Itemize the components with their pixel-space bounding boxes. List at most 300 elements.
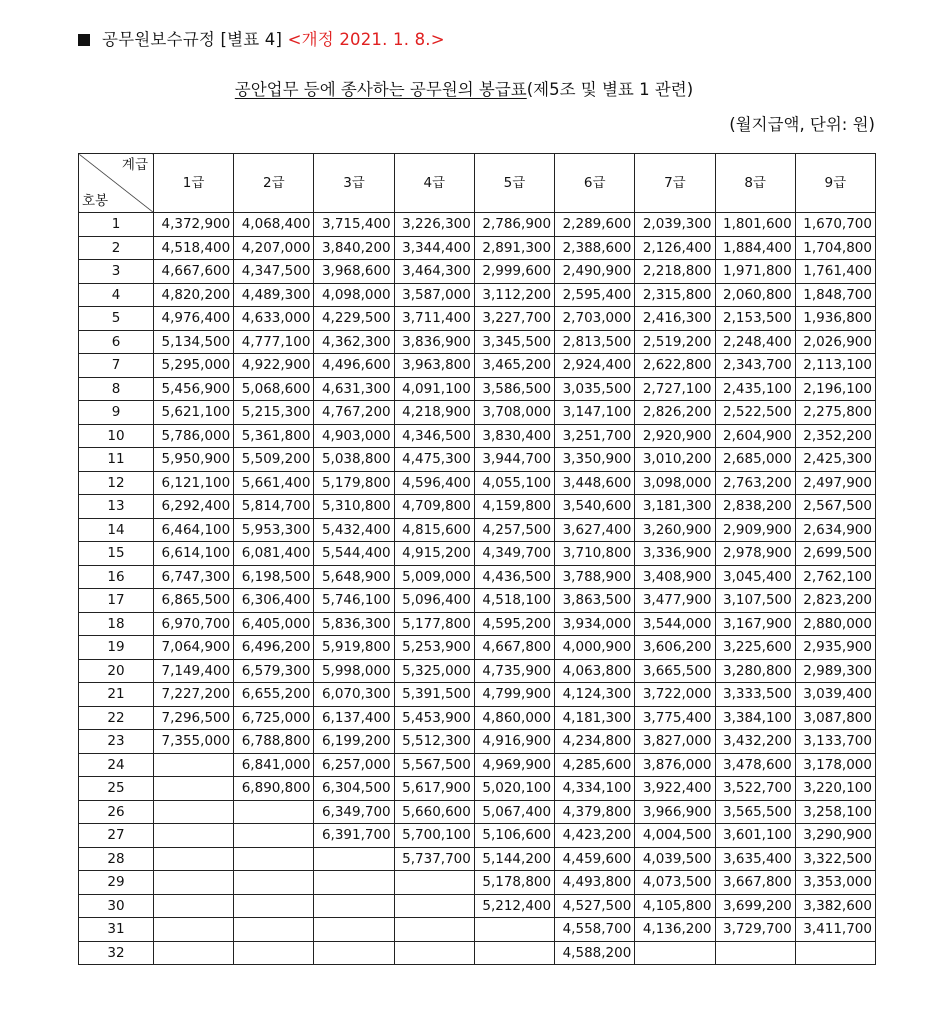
salary-cell: 3,382,600: [795, 894, 875, 918]
salary-cell: [314, 871, 394, 895]
salary-cell: 2,567,500: [795, 495, 875, 519]
salary-cell: 3,225,600: [715, 636, 795, 660]
salary-cell: 6,970,700: [154, 612, 234, 636]
salary-cell: 3,133,700: [795, 730, 875, 754]
salary-cell: [394, 918, 474, 942]
salary-cell: 3,699,200: [715, 894, 795, 918]
salary-cell: 2,289,600: [555, 213, 635, 237]
salary-cell: 3,963,800: [394, 354, 474, 378]
table-row: [79, 283, 876, 307]
salary-cell: 2,823,200: [795, 589, 875, 613]
salary-cell: 3,708,000: [474, 401, 554, 425]
salary-cell: 2,762,100: [795, 565, 875, 589]
salary-cell: 5,661,400: [234, 471, 314, 495]
salary-cell: 5,786,000: [154, 424, 234, 448]
salary-cell: 3,112,200: [474, 283, 554, 307]
table-row: [79, 565, 876, 589]
salary-cell: 4,091,100: [394, 377, 474, 401]
step-cell: 17: [79, 589, 154, 613]
salary-cell: 6,199,200: [314, 730, 394, 754]
salary-cell: 3,729,700: [715, 918, 795, 942]
salary-cell: 6,725,000: [234, 706, 314, 730]
square-bullet-icon: [78, 34, 90, 46]
salary-cell: 2,026,900: [795, 330, 875, 354]
salary-cell: 3,876,000: [635, 753, 715, 777]
table-row: [79, 918, 876, 942]
salary-cell: 2,060,800: [715, 283, 795, 307]
salary-cell: 1,848,700: [795, 283, 875, 307]
salary-cell: 5,009,000: [394, 565, 474, 589]
table-row: [79, 260, 876, 284]
salary-cell: [314, 941, 394, 965]
salary-cell: 2,153,500: [715, 307, 795, 331]
table-row: [79, 307, 876, 331]
salary-cell: 2,813,500: [555, 330, 635, 354]
salary-cell: 4,459,600: [555, 847, 635, 871]
salary-cell: 2,497,900: [795, 471, 875, 495]
salary-cell: [394, 941, 474, 965]
corner-header: [79, 154, 154, 213]
salary-cell: 4,436,500: [474, 565, 554, 589]
table-row: [79, 330, 876, 354]
grade-header: 1급: [154, 154, 234, 213]
salary-cell: [234, 800, 314, 824]
table-row: [79, 377, 876, 401]
table-row: [79, 542, 876, 566]
salary-cell: 6,304,500: [314, 777, 394, 801]
salary-cell: 3,045,400: [715, 565, 795, 589]
salary-cell: 2,604,900: [715, 424, 795, 448]
salary-cell: [234, 871, 314, 895]
step-cell: 25: [79, 777, 154, 801]
salary-cell: 3,522,700: [715, 777, 795, 801]
salary-cell: [234, 894, 314, 918]
step-cell: 21: [79, 683, 154, 707]
step-cell: 16: [79, 565, 154, 589]
step-cell: 6: [79, 330, 154, 354]
salary-cell: 2,196,100: [795, 377, 875, 401]
salary-cell: 7,296,500: [154, 706, 234, 730]
salary-cell: [635, 941, 715, 965]
salary-cell: 4,915,200: [394, 542, 474, 566]
salary-cell: 3,601,100: [715, 824, 795, 848]
salary-cell: 4,379,800: [555, 800, 635, 824]
table-row: [79, 824, 876, 848]
salary-cell: 5,144,200: [474, 847, 554, 871]
salary-cell: 2,039,300: [635, 213, 715, 237]
step-cell: 15: [79, 542, 154, 566]
step-cell: 7: [79, 354, 154, 378]
salary-cell: 2,218,800: [635, 260, 715, 284]
salary-cell: 4,159,800: [474, 495, 554, 519]
salary-cell: 2,126,400: [635, 236, 715, 260]
salary-cell: [154, 871, 234, 895]
salary-cell: 4,098,000: [314, 283, 394, 307]
salary-cell: 4,039,500: [635, 847, 715, 871]
salary-cell: 2,909,900: [715, 518, 795, 542]
salary-cell: 4,799,900: [474, 683, 554, 707]
salary-cell: 5,544,400: [314, 542, 394, 566]
salary-cell: 5,212,400: [474, 894, 554, 918]
salary-cell: 6,841,000: [234, 753, 314, 777]
salary-cell: 4,105,800: [635, 894, 715, 918]
salary-cell: 6,655,200: [234, 683, 314, 707]
salary-cell: 2,924,400: [555, 354, 635, 378]
title-suffix: (제5조 및 별표 1 관련): [526, 80, 694, 99]
step-cell: 30: [79, 894, 154, 918]
grade-header: 6급: [555, 154, 635, 213]
salary-cell: 4,285,600: [555, 753, 635, 777]
unit-note: (월지급액, 단위: 원): [729, 115, 875, 134]
salary-cell: 6,121,100: [154, 471, 234, 495]
salary-cell: 5,020,100: [474, 777, 554, 801]
annex-header: [78, 26, 445, 50]
salary-cell: 3,408,900: [635, 565, 715, 589]
annex-label: [별표 4]: [220, 30, 283, 49]
salary-cell: 2,978,900: [715, 542, 795, 566]
salary-cell: 3,178,000: [795, 753, 875, 777]
salary-cell: 3,922,400: [635, 777, 715, 801]
salary-cell: [154, 800, 234, 824]
salary-cell: 5,456,900: [154, 377, 234, 401]
salary-cell: 4,527,500: [555, 894, 635, 918]
salary-cell: 2,113,100: [795, 354, 875, 378]
salary-cell: 4,257,500: [474, 518, 554, 542]
salary-cell: 4,000,900: [555, 636, 635, 660]
salary-cell: 6,405,000: [234, 612, 314, 636]
salary-cell: 3,827,000: [635, 730, 715, 754]
salary-cell: 3,336,900: [635, 542, 715, 566]
table-row: [79, 683, 876, 707]
salary-cell: 3,667,800: [715, 871, 795, 895]
salary-cell: 1,936,800: [795, 307, 875, 331]
step-cell: 22: [79, 706, 154, 730]
salary-cell: 3,540,600: [555, 495, 635, 519]
salary-cell: 3,710,800: [555, 542, 635, 566]
step-cell: 12: [79, 471, 154, 495]
salary-cell: 4,976,400: [154, 307, 234, 331]
salary-cell: 3,836,900: [394, 330, 474, 354]
salary-cell: [154, 753, 234, 777]
table-row: [79, 589, 876, 613]
salary-cell: 6,747,300: [154, 565, 234, 589]
step-cell: 31: [79, 918, 154, 942]
table-row: [79, 495, 876, 519]
salary-cell: 3,627,400: [555, 518, 635, 542]
salary-cell: 6,070,300: [314, 683, 394, 707]
step-cell: 3: [79, 260, 154, 284]
salary-cell: 4,055,100: [474, 471, 554, 495]
salary-cell: 3,722,000: [635, 683, 715, 707]
salary-cell: 5,950,900: [154, 448, 234, 472]
salary-cell: [795, 941, 875, 965]
salary-cell: [154, 847, 234, 871]
table-row: [79, 659, 876, 683]
table-row: [79, 730, 876, 754]
salary-cell: 4,234,800: [555, 730, 635, 754]
salary-cell: 6,865,500: [154, 589, 234, 613]
step-cell: 29: [79, 871, 154, 895]
salary-cell: 3,345,500: [474, 330, 554, 354]
salary-cell: 5,253,900: [394, 636, 474, 660]
salary-cell: [314, 894, 394, 918]
salary-cell: 5,512,300: [394, 730, 474, 754]
salary-cell: 2,595,400: [555, 283, 635, 307]
table-row: [79, 777, 876, 801]
salary-cell: 2,435,100: [715, 377, 795, 401]
salary-cell: 2,634,900: [795, 518, 875, 542]
salary-cell: 4,631,300: [314, 377, 394, 401]
salary-cell: 3,087,800: [795, 706, 875, 730]
salary-cell: 6,349,700: [314, 800, 394, 824]
salary-cell: 5,215,300: [234, 401, 314, 425]
salary-cell: 5,134,500: [154, 330, 234, 354]
salary-cell: 2,727,100: [635, 377, 715, 401]
salary-cell: 3,944,700: [474, 448, 554, 472]
salary-cell: 3,227,700: [474, 307, 554, 331]
salary-cell: [314, 847, 394, 871]
step-cell: 5: [79, 307, 154, 331]
salary-cell: 4,815,600: [394, 518, 474, 542]
grade-header: 9급: [795, 154, 875, 213]
salary-cell: 5,178,800: [474, 871, 554, 895]
salary-cell: 3,830,400: [474, 424, 554, 448]
salary-cell: [314, 918, 394, 942]
salary-cell: 5,648,900: [314, 565, 394, 589]
salary-cell: 3,147,100: [555, 401, 635, 425]
salary-cell: 5,567,500: [394, 753, 474, 777]
salary-cell: [474, 918, 554, 942]
salary-cell: 7,149,400: [154, 659, 234, 683]
salary-cell: 4,969,900: [474, 753, 554, 777]
salary-cell: 3,258,100: [795, 800, 875, 824]
table-row: [79, 871, 876, 895]
salary-cell: [234, 918, 314, 942]
salary-cell: 6,579,300: [234, 659, 314, 683]
salary-cell: 4,073,500: [635, 871, 715, 895]
salary-cell: 4,596,400: [394, 471, 474, 495]
table-row: [79, 612, 876, 636]
table-row: [79, 894, 876, 918]
salary-cell: 2,838,200: [715, 495, 795, 519]
table-row: [79, 471, 876, 495]
salary-cell: 2,343,700: [715, 354, 795, 378]
salary-cell: 4,860,000: [474, 706, 554, 730]
salary-cell: 4,181,300: [555, 706, 635, 730]
step-cell: 8: [79, 377, 154, 401]
salary-cell: 2,935,900: [795, 636, 875, 660]
salary-cell: 4,820,200: [154, 283, 234, 307]
salary-cell: 5,106,600: [474, 824, 554, 848]
salary-cell: 7,355,000: [154, 730, 234, 754]
salary-cell: 1,884,400: [715, 236, 795, 260]
step-cell: 11: [79, 448, 154, 472]
salary-cell: 4,922,900: [234, 354, 314, 378]
table-row: [79, 518, 876, 542]
salary-cell: 2,416,300: [635, 307, 715, 331]
salary-cell: 2,519,200: [635, 330, 715, 354]
salary-cell: 3,290,900: [795, 824, 875, 848]
salary-cell: 5,746,100: [314, 589, 394, 613]
salary-cell: 6,257,000: [314, 753, 394, 777]
grade-header: 8급: [715, 154, 795, 213]
table-row: [79, 847, 876, 871]
salary-cell: 5,361,800: [234, 424, 314, 448]
salary-cell: 2,999,600: [474, 260, 554, 284]
salary-cell: 3,587,000: [394, 283, 474, 307]
salary-cell: 6,890,800: [234, 777, 314, 801]
salary-cell: [234, 847, 314, 871]
salary-cell: 2,388,600: [555, 236, 635, 260]
header-row: [79, 154, 876, 213]
table-row: [79, 448, 876, 472]
salary-cell: 2,891,300: [474, 236, 554, 260]
salary-cell: 2,699,500: [795, 542, 875, 566]
table-row: [79, 753, 876, 777]
step-cell: 24: [79, 753, 154, 777]
salary-cell: [154, 941, 234, 965]
title-main: 공안업무 등에 종사하는 공무원의 봉급표: [234, 80, 527, 99]
salary-cell: 5,295,000: [154, 354, 234, 378]
salary-cell: 4,362,300: [314, 330, 394, 354]
salary-cell: 4,207,000: [234, 236, 314, 260]
salary-cell: 3,478,600: [715, 753, 795, 777]
salary-cell: 3,226,300: [394, 213, 474, 237]
salary-cell: 4,709,800: [394, 495, 474, 519]
salary-cell: 2,989,300: [795, 659, 875, 683]
salary-cell: 5,509,200: [234, 448, 314, 472]
salary-cell: 4,124,300: [555, 683, 635, 707]
salary-cell: 5,953,300: [234, 518, 314, 542]
document-title: [0, 76, 928, 100]
salary-cell: 4,372,900: [154, 213, 234, 237]
step-cell: 28: [79, 847, 154, 871]
salary-cell: 6,464,100: [154, 518, 234, 542]
step-cell: 19: [79, 636, 154, 660]
salary-cell: 4,518,100: [474, 589, 554, 613]
salary-cell: [154, 824, 234, 848]
salary-cell: 2,425,300: [795, 448, 875, 472]
salary-cell: 3,840,200: [314, 236, 394, 260]
grade-header: 2급: [234, 154, 314, 213]
salary-cell: 4,777,100: [234, 330, 314, 354]
table-row: [79, 401, 876, 425]
salary-cell: 3,711,400: [394, 307, 474, 331]
salary-cell: 3,448,600: [555, 471, 635, 495]
salary-cell: 3,350,900: [555, 448, 635, 472]
salary-table: [78, 153, 876, 965]
salary-cell: 3,665,500: [635, 659, 715, 683]
salary-cell: 7,064,900: [154, 636, 234, 660]
salary-cell: 6,198,500: [234, 565, 314, 589]
step-cell: 14: [79, 518, 154, 542]
salary-cell: 6,788,800: [234, 730, 314, 754]
salary-cell: 4,493,800: [555, 871, 635, 895]
grade-header: 7급: [635, 154, 715, 213]
salary-cell: 2,880,000: [795, 612, 875, 636]
salary-cell: 2,490,900: [555, 260, 635, 284]
salary-cell: [234, 941, 314, 965]
salary-cell: 5,432,400: [314, 518, 394, 542]
salary-cell: 4,423,200: [555, 824, 635, 848]
salary-cell: 4,068,400: [234, 213, 314, 237]
salary-cell: 4,063,800: [555, 659, 635, 683]
step-cell: 1: [79, 213, 154, 237]
salary-cell: 3,565,500: [715, 800, 795, 824]
salary-cell: 5,038,800: [314, 448, 394, 472]
step-cell: 23: [79, 730, 154, 754]
salary-cell: 2,763,200: [715, 471, 795, 495]
salary-cell: 5,325,000: [394, 659, 474, 683]
salary-cell: 4,518,400: [154, 236, 234, 260]
grade-header: 4급: [394, 154, 474, 213]
table-row: [79, 706, 876, 730]
salary-cell: 4,667,600: [154, 260, 234, 284]
salary-cell: 5,919,800: [314, 636, 394, 660]
table-row: [79, 236, 876, 260]
salary-cell: 3,606,200: [635, 636, 715, 660]
salary-cell: 5,179,800: [314, 471, 394, 495]
salary-cell: [394, 894, 474, 918]
salary-cell: 4,347,500: [234, 260, 314, 284]
salary-cell: 2,920,900: [635, 424, 715, 448]
salary-cell: 4,004,500: [635, 824, 715, 848]
salary-cell: 5,096,400: [394, 589, 474, 613]
salary-cell: [154, 894, 234, 918]
salary-cell: 5,391,500: [394, 683, 474, 707]
salary-cell: 3,280,800: [715, 659, 795, 683]
step-cell: 2: [79, 236, 154, 260]
salary-cell: 5,177,800: [394, 612, 474, 636]
salary-cell: 4,346,500: [394, 424, 474, 448]
salary-cell: 4,229,500: [314, 307, 394, 331]
salary-cell: 3,039,400: [795, 683, 875, 707]
salary-cell: 5,617,900: [394, 777, 474, 801]
step-cell: 4: [79, 283, 154, 307]
grade-header: 3급: [314, 154, 394, 213]
salary-cell: 3,775,400: [635, 706, 715, 730]
table-row: [79, 424, 876, 448]
salary-cell: 2,275,800: [795, 401, 875, 425]
salary-cell: 3,586,500: [474, 377, 554, 401]
salary-cell: 4,588,200: [555, 941, 635, 965]
salary-cell: 5,814,700: [234, 495, 314, 519]
salary-cell: 2,522,500: [715, 401, 795, 425]
salary-cell: 4,595,200: [474, 612, 554, 636]
salary-cell: 3,465,200: [474, 354, 554, 378]
salary-cell: 5,836,300: [314, 612, 394, 636]
salary-cell: 3,788,900: [555, 565, 635, 589]
salary-cell: 1,761,400: [795, 260, 875, 284]
salary-cell: 3,098,000: [635, 471, 715, 495]
salary-cell: 4,334,100: [555, 777, 635, 801]
table-row: [79, 354, 876, 378]
salary-cell: 2,685,000: [715, 448, 795, 472]
step-cell: 9: [79, 401, 154, 425]
salary-cell: 4,633,000: [234, 307, 314, 331]
salary-cell: 3,035,500: [555, 377, 635, 401]
salary-cell: 3,544,000: [635, 612, 715, 636]
salary-cell: 1,801,600: [715, 213, 795, 237]
salary-cell: 4,735,900: [474, 659, 554, 683]
salary-cell: [154, 918, 234, 942]
salary-cell: 4,916,900: [474, 730, 554, 754]
salary-cell: [474, 941, 554, 965]
step-cell: 10: [79, 424, 154, 448]
salary-cell: 2,786,900: [474, 213, 554, 237]
table-row: [79, 941, 876, 965]
step-cell: 13: [79, 495, 154, 519]
